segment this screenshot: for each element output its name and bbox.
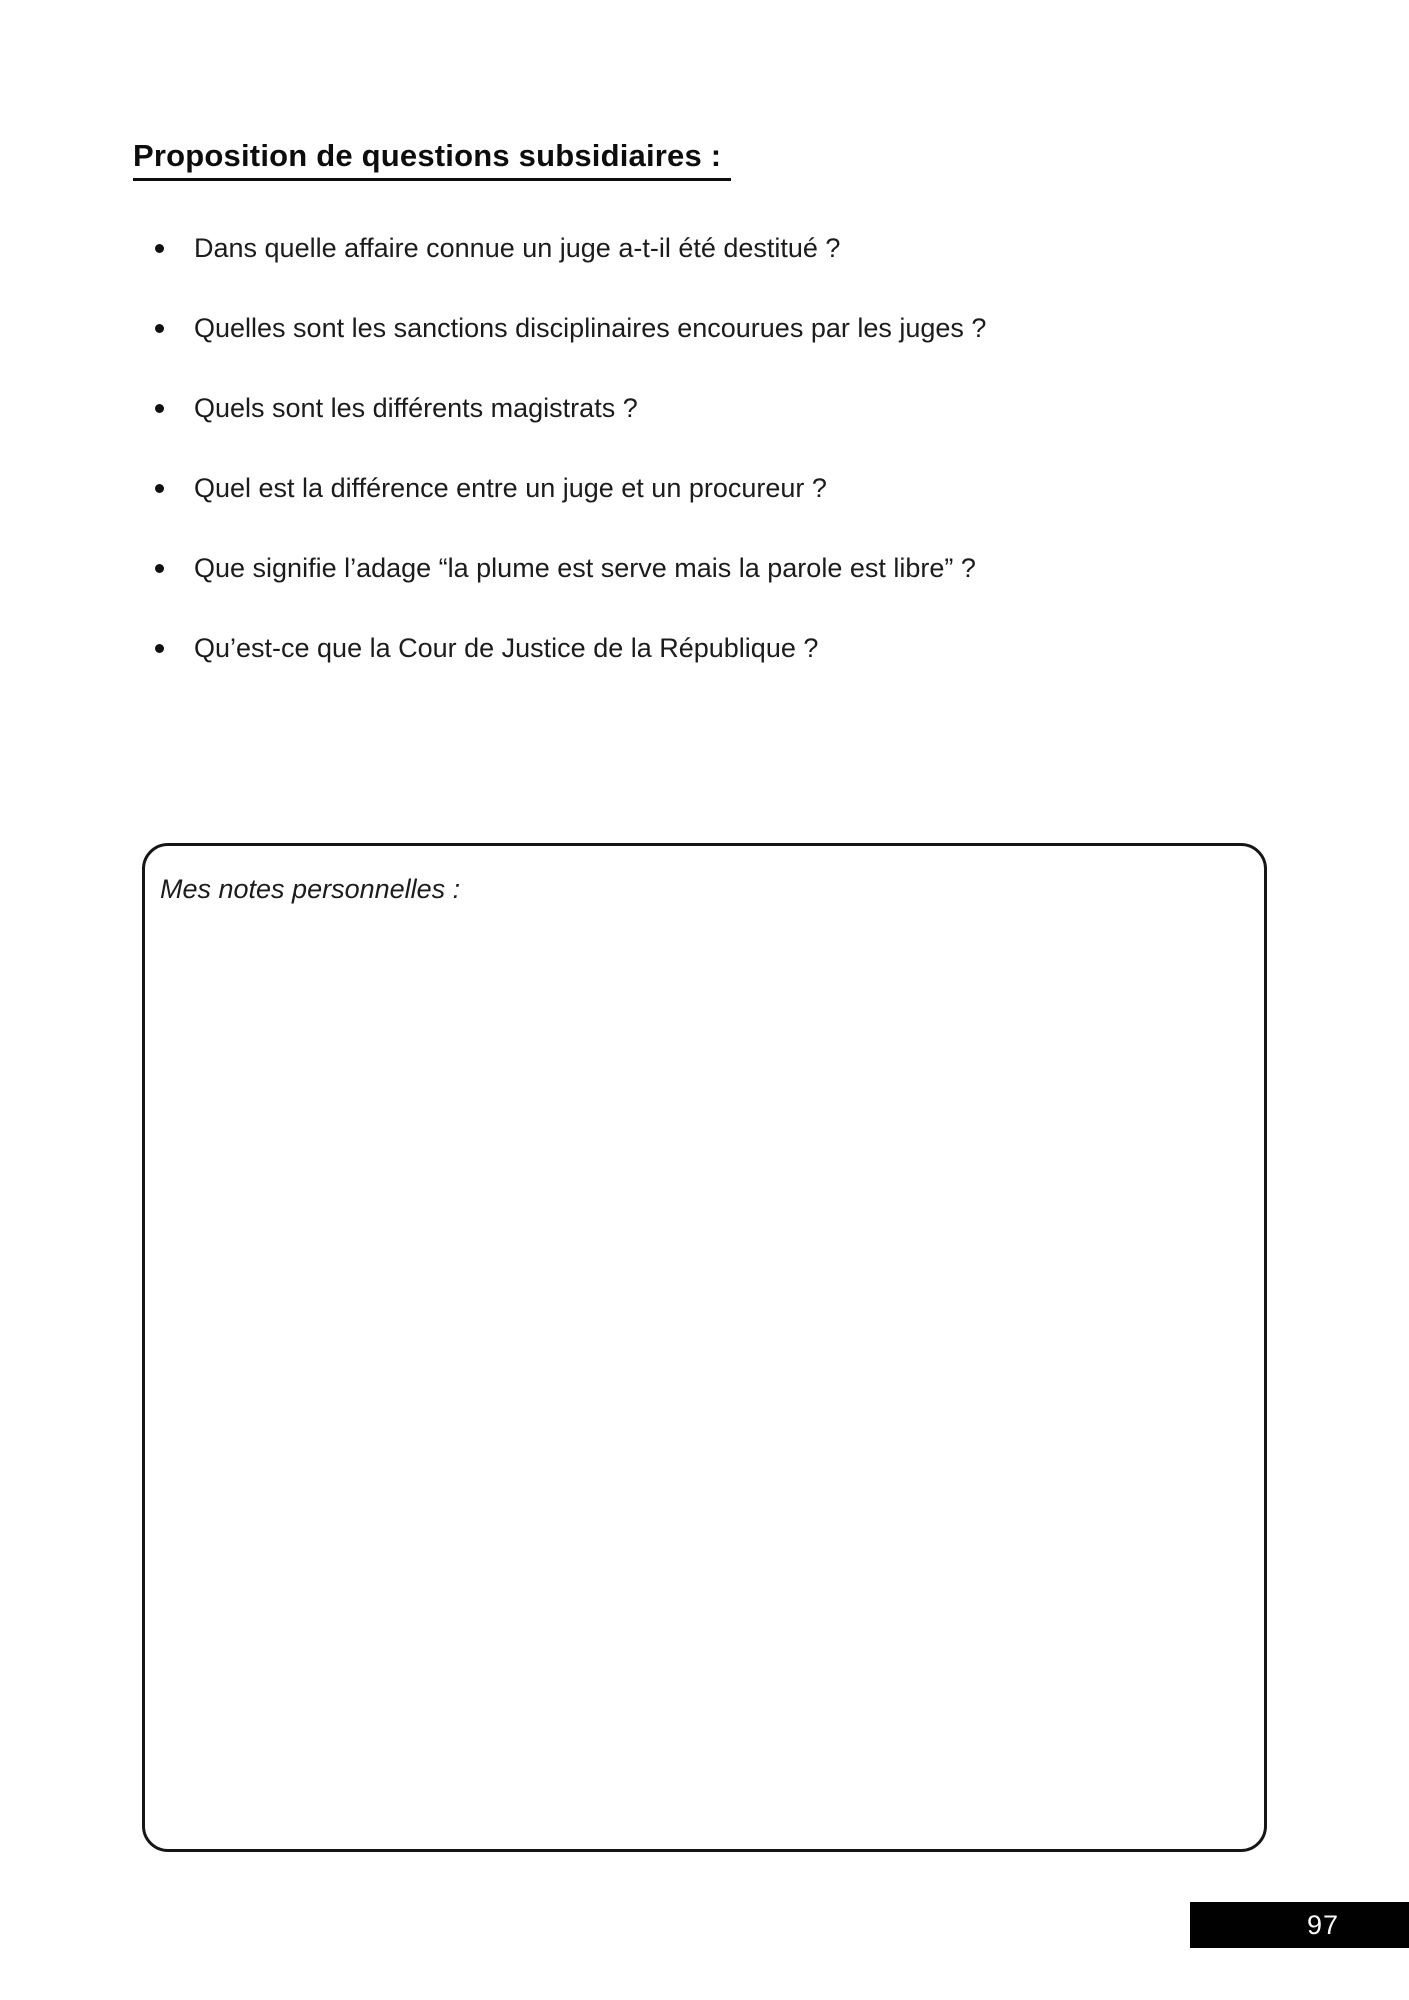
bullet-icon <box>155 484 164 493</box>
list-item <box>155 551 1255 585</box>
list-item <box>155 311 1255 345</box>
bullet-icon <box>155 324 164 333</box>
question-text: Quels sont les différents magistrats ? <box>194 393 638 423</box>
question-text: Que signifie l’adage “la plume est serve mais la parole est libre” ? <box>194 553 976 583</box>
questions-list <box>155 231 1255 711</box>
list-item <box>155 471 1255 505</box>
list-item <box>155 391 1255 425</box>
notes-box <box>142 843 1267 1852</box>
bullet-icon <box>155 404 164 413</box>
question-text: Quel est la différence entre un juge et un procureur ? <box>194 473 827 503</box>
page-number: 97 <box>1306 1909 1339 1940</box>
page-title <box>133 138 731 181</box>
page-title-text: Proposition de questions subsidiaires : <box>133 138 731 181</box>
question-text: Qu’est-ce que la Cour de Justice de la République ? <box>194 633 819 663</box>
page-number-bar <box>1190 1902 1409 1948</box>
question-text: Quelles sont les sanctions disciplinaires encourues par les juges ? <box>194 313 987 343</box>
notes-label: Mes notes personnelles : <box>160 874 461 904</box>
bullet-icon <box>155 244 164 253</box>
bullet-icon <box>155 564 164 573</box>
list-item <box>155 631 1255 665</box>
question-text: Dans quelle affaire connue un juge a-t-il été destitué ? <box>194 233 841 263</box>
bullet-icon <box>155 644 164 653</box>
list-item <box>155 231 1255 265</box>
